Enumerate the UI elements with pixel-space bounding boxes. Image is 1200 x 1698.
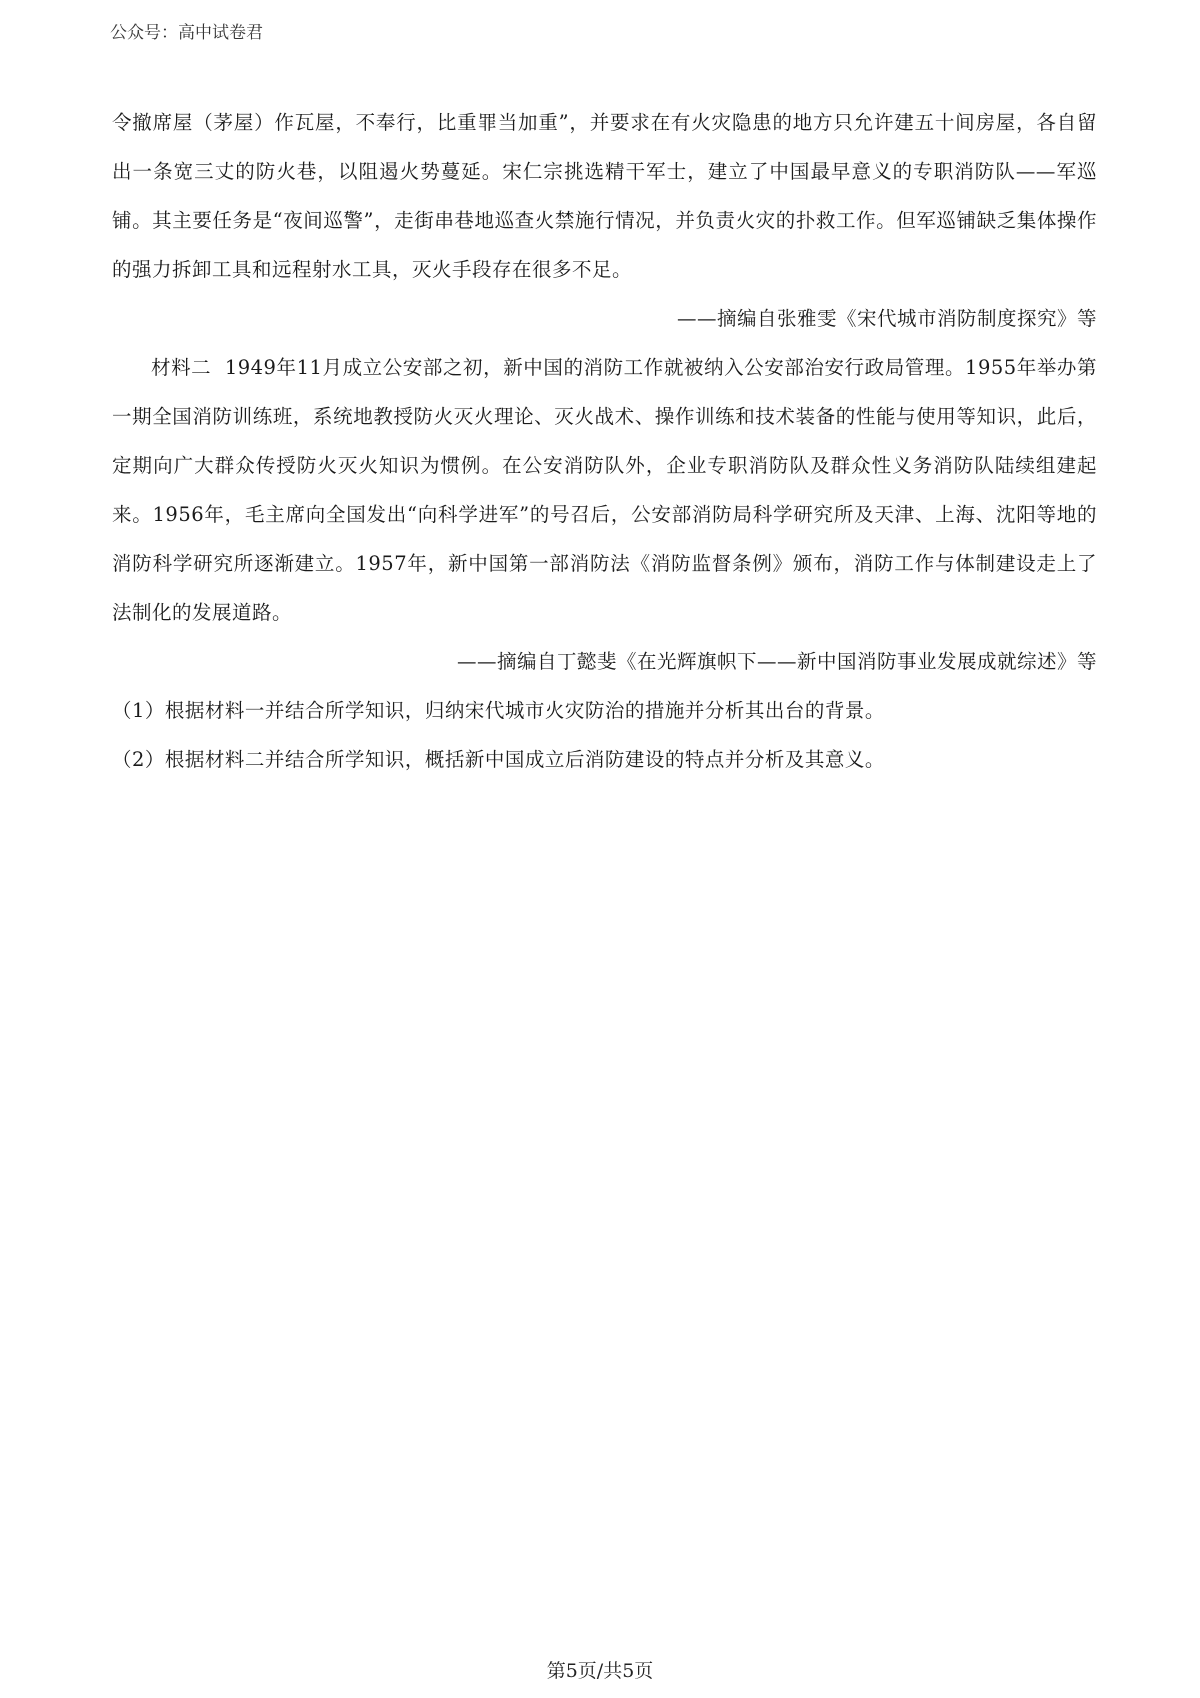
header-account: 公众号：高中试卷君 — [110, 23, 263, 43]
material2-paragraph — [112, 343, 1097, 637]
page-number: 第5页/共5页 — [546, 1660, 654, 1682]
question-1: （1）根据材料一并结合所学知识，归纳宋代城市火灾防治的措施并分析其出台的背景。 — [112, 699, 885, 722]
material2-label: 材料二 — [151, 356, 212, 379]
material1-continuation: 令撤席屋（茅屋）作瓦屋，不奉行，比重罪当加重”，并要求在有火灾隐患的地方只允许建五十间房屋，各自留出一条宽三丈的防火巷，以阻遏火势蔓延。宋仁宗挑选精干军士，建立了中国最早意义的专职消防队——军巡铺。其主要任务是“夜间巡警”，走街串巷地巡查火禁施行情况，并负责火灾的扑救工作。但军巡铺缺乏集体操作的强力拆卸工具和远程射水工具，灭火手段存在很多不足。 — [112, 111, 1097, 281]
material1-source: ——摘编自张雅雯《宋代城市消防制度探究》等 — [676, 307, 1097, 330]
document-body — [112, 98, 1097, 784]
material2-text: 1949年11月成立公安部之初，新中国的消防工作就被纳入公安部治安行政局管理。1955年举办第一期全国消防训练班，系统地教授防火灭火理论、灭火战术、操作训练和技术装备的性能与使用等知识，此后，定期向广大群众传授防火灭火知识为惯例。在公安消防队外，企业专职消防队及群众性义务消防队陆续组建起来。1956年，毛主席向全国发出“向科学进军”的号召后，公安部消防局科学研究所及天津、上海、沈阳等地的消防科学研究所逐渐建立。1957年，新中国第一部消防法《消防监督条例》颁布，消防工作与体制建设走上了法制化的发展道路。 — [112, 356, 1097, 624]
question-2: （2）根据材料二并结合所学知识，概括新中国成立后消防建设的特点并分析及其意义。 — [112, 748, 885, 771]
material2-source: ——摘编自丁懿斐《在光辉旗帜下——新中国消防事业发展成就综述》等 — [456, 650, 1097, 673]
